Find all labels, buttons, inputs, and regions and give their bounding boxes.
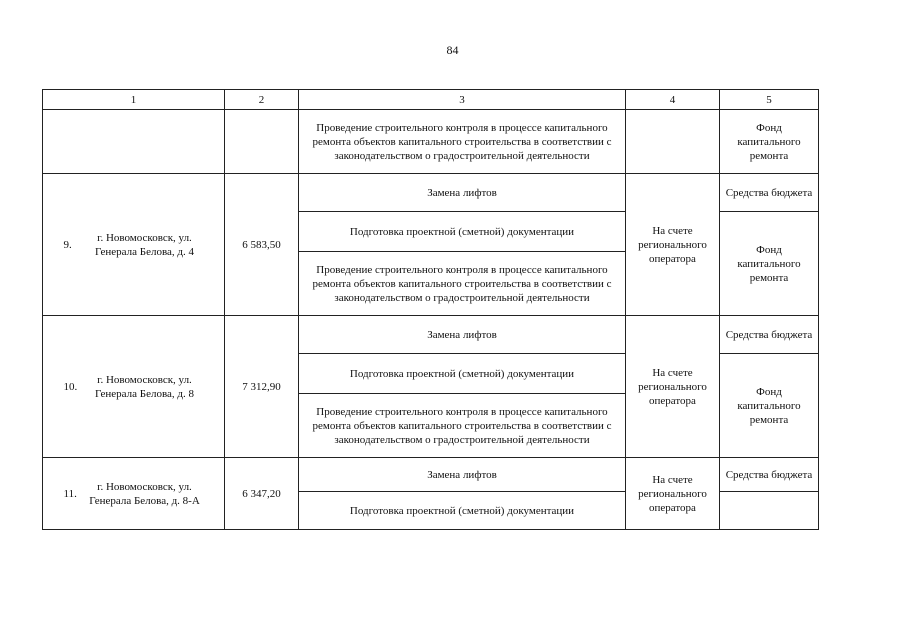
empty-cell — [626, 110, 720, 174]
address-cell — [43, 174, 225, 316]
column-header: 2 — [225, 90, 299, 110]
work-cell: Замена лифтов — [299, 174, 626, 212]
area-cell: 7 312,90 — [225, 316, 299, 458]
work-cell: Замена лифтов — [299, 316, 626, 354]
table-row — [43, 110, 819, 174]
work-cell: Замена лифтов — [299, 458, 626, 492]
method-cell: На счете регионального оператора — [626, 316, 720, 458]
address-text: г. Новомосковск, ул. Генерала Белова, д. 8-А — [89, 480, 200, 507]
area-cell: 6 347,20 — [225, 458, 299, 530]
area-cell: 6 583,50 — [225, 174, 299, 316]
column-header: 3 — [299, 90, 626, 110]
column-header: 1 — [43, 90, 225, 110]
work-cell: Проведение строительного контроля в процессе капитального ремонта объектов капитального строительства в соответствии с законодательством о градостроительной деятельности — [299, 110, 626, 174]
funding-source-cell: Фонд капитального ремонта — [720, 212, 819, 316]
empty-cell — [225, 110, 299, 174]
funding-source-cell: Фонд капитального ремонта — [720, 110, 819, 174]
work-cell: Подготовка проектной (сметной) документации — [299, 492, 626, 530]
funding-source-cell: Фонд капитального ремонта — [720, 354, 819, 458]
funding-source-cell — [720, 492, 819, 530]
row-number: 10. — [63, 380, 78, 393]
table-row — [43, 174, 819, 212]
column-header: 5 — [720, 90, 819, 110]
funding-source-cell: Средства бюджета — [720, 174, 819, 212]
funding-source-cell: Средства бюджета — [720, 316, 819, 354]
row-number: 9. — [63, 238, 72, 251]
header-row — [43, 90, 819, 110]
repair-schedule-table — [42, 89, 819, 530]
work-cell: Подготовка проектной (сметной) документации — [299, 212, 626, 252]
method-cell: На счете регионального оператора — [626, 174, 720, 316]
address-text: г. Новомосковск, ул. Генерала Белова, д. 4 — [95, 231, 194, 258]
work-cell: Подготовка проектной (сметной) документации — [299, 354, 626, 394]
page-number: 84 — [446, 43, 459, 57]
address-text: г. Новомосковск, ул. Генерала Белова, д. 8 — [95, 373, 194, 400]
row-number: 11. — [63, 487, 77, 500]
work-cell: Проведение строительного контроля в процессе капитального ремонта объектов капитального строительства в соответствии с законодательством о градостроительной деятельности — [299, 252, 626, 316]
table-row — [43, 458, 819, 492]
funding-source-cell: Средства бюджета — [720, 458, 819, 492]
table-row — [43, 316, 819, 354]
address-cell — [43, 316, 225, 458]
address-cell — [43, 458, 225, 530]
method-cell: На счете регионального оператора — [626, 458, 720, 530]
column-header: 4 — [626, 90, 720, 110]
empty-cell — [43, 110, 225, 174]
work-cell: Проведение строительного контроля в процессе капитального ремонта объектов капитального строительства в соответствии с законодательством о градостроительной деятельности — [299, 394, 626, 458]
